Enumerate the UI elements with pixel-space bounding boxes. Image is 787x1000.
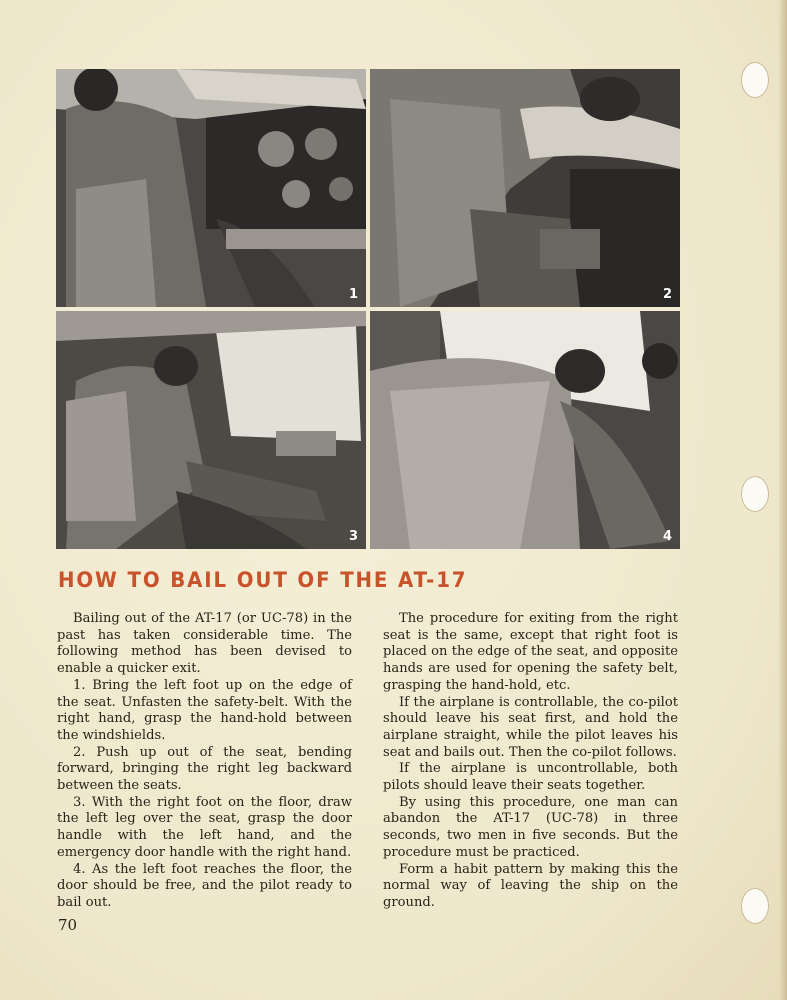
binder-hole-top [741, 62, 769, 98]
photo-2-image [370, 69, 680, 307]
paragraph: 1. Bring the left foot up on the edge of the seat. Unfasten the safety-belt. With the right hand, grasp the hand-hold between the windshields. [57, 677, 352, 743]
photo-3-image [56, 311, 366, 549]
paragraph: 2. Push up out of the seat, bending forward, bringing the right leg backward between the seats. [57, 744, 352, 794]
photo-2 [370, 69, 680, 307]
binder-hole-middle [741, 476, 769, 512]
photo-3 [56, 311, 366, 549]
page-title: HOW TO BAIL OUT OF THE AT-17 [58, 568, 468, 592]
page-edge [779, 0, 787, 1000]
paragraph: By using this procedure, one man can abandon the AT-17 (UC-78) in three seconds, two men in five seconds. But the procedure must be practiced. [383, 794, 678, 860]
paragraph: Bailing out of the AT-17 (or UC-78) in the past has taken considerable time. The following method has been devised to enable a quicker exit. [57, 611, 352, 677]
photo-4-number: 4 [662, 529, 672, 544]
paragraph: If the airplane is controllable, the co-pilot should leave his seat first, and hold the airplane straight, while the pilot leaves his seat and bails out. Then the co-pilot follows. [383, 694, 678, 760]
right-column [383, 611, 678, 912]
photo-3-number: 3 [348, 529, 358, 544]
paragraph: Form a habit pattern by making this the normal way of leaving the ship on the ground. [383, 861, 678, 910]
photo-4-image [370, 311, 680, 549]
paragraph: 4. As the left foot reaches the floor, the door should be free, and the pilot ready to bail out. [57, 861, 352, 910]
photo-1-image [56, 69, 366, 307]
photo-1 [56, 69, 366, 307]
photo-1-number: 1 [348, 287, 358, 302]
left-column [57, 611, 352, 912]
photo-4 [370, 311, 680, 549]
paragraph: If the airplane is uncontrollable, both pilots should leave their seats together. [383, 761, 678, 794]
page-number: 70 [58, 916, 78, 934]
photo-grid [56, 69, 680, 549]
photo-2-number: 2 [662, 287, 672, 302]
paragraph: 3. With the right foot on the floor, draw the left leg over the seat, grasp the door handle with the left hand, and the emergency door handle with the right hand. [57, 794, 352, 860]
binder-hole-bottom [741, 888, 769, 924]
paragraph: The procedure for exiting from the right seat is the same, except that right foot is placed on the edge of the seat, and opposite hands are used for opening the safety belt, grasping the hand-hold, etc. [383, 611, 678, 693]
